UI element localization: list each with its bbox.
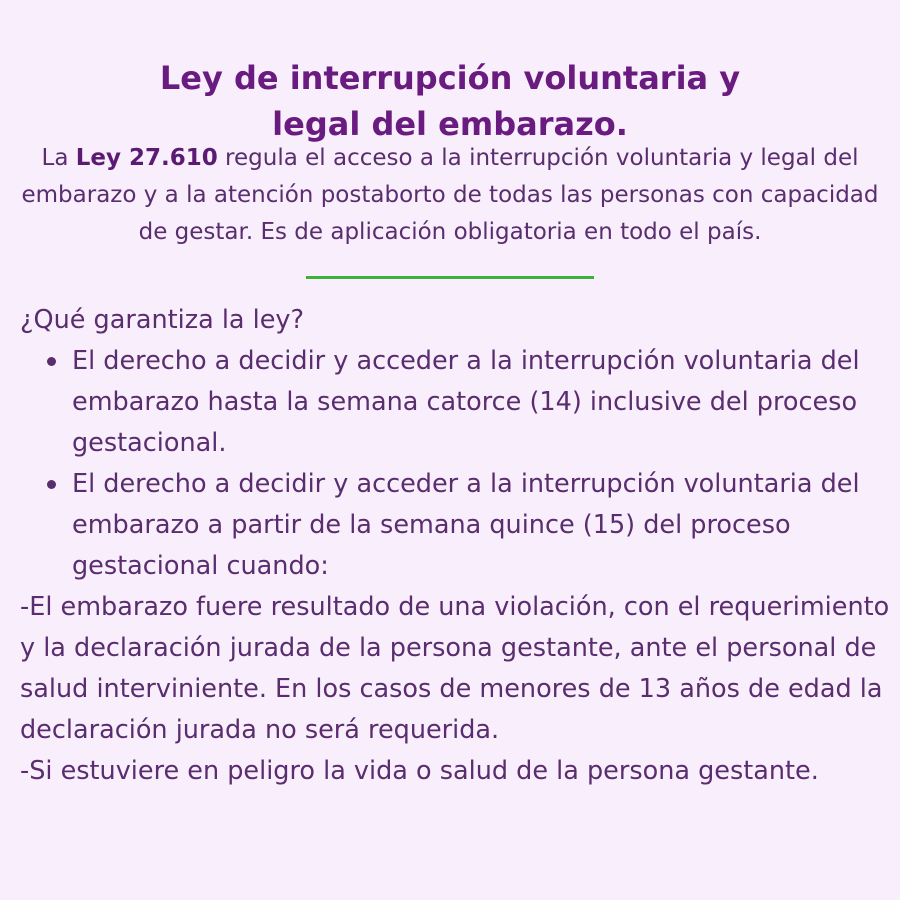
intro-paragraph bbox=[20, 140, 880, 251]
intro-prefix: La bbox=[41, 145, 76, 171]
bullet-icon bbox=[47, 480, 56, 489]
law-name: Ley 27.610 bbox=[75, 145, 218, 171]
guarantees-list bbox=[20, 341, 890, 587]
condition-rape: -El embarazo fuere resultado de una violación, con el requerimiento y la declaración jurada de la persona gestante, ante el personal de salud interviniente. En los casos de menores de 13 años de edad la declaración jurada no será requerida. bbox=[20, 592, 890, 745]
guarantees-section bbox=[20, 300, 890, 792]
page-title bbox=[0, 55, 900, 147]
bullet-icon bbox=[47, 357, 56, 366]
list-item bbox=[72, 464, 890, 587]
title-line-1: Ley de interrupción voluntaria y bbox=[159, 59, 741, 98]
guarantees-question: ¿Qué garantiza la ley? bbox=[20, 305, 305, 335]
list-item-text: El derecho a decidir y acceder a la interrupción voluntaria del embarazo a partir de la semana quince (15) del proceso gestacional cuando: bbox=[72, 469, 860, 581]
condition-health-risk: -Si estuviere en peligro la vida o salud de la persona gestante. bbox=[20, 756, 819, 786]
title-line-2: legal del embarazo. bbox=[272, 105, 628, 144]
intro-body: regula el acceso a la interrupción voluntaria y legal del embarazo y a la atención postaborto de todas las personas con capacidad de gestar. Es de aplicación obligatoria en todo el país. bbox=[21, 145, 879, 245]
list-item-text: El derecho a decidir y acceder a la interrupción voluntaria del embarazo hasta la semana catorce (14) inclusive del proceso gestacional. bbox=[72, 346, 860, 458]
list-item bbox=[72, 341, 890, 464]
section-divider bbox=[306, 276, 594, 279]
